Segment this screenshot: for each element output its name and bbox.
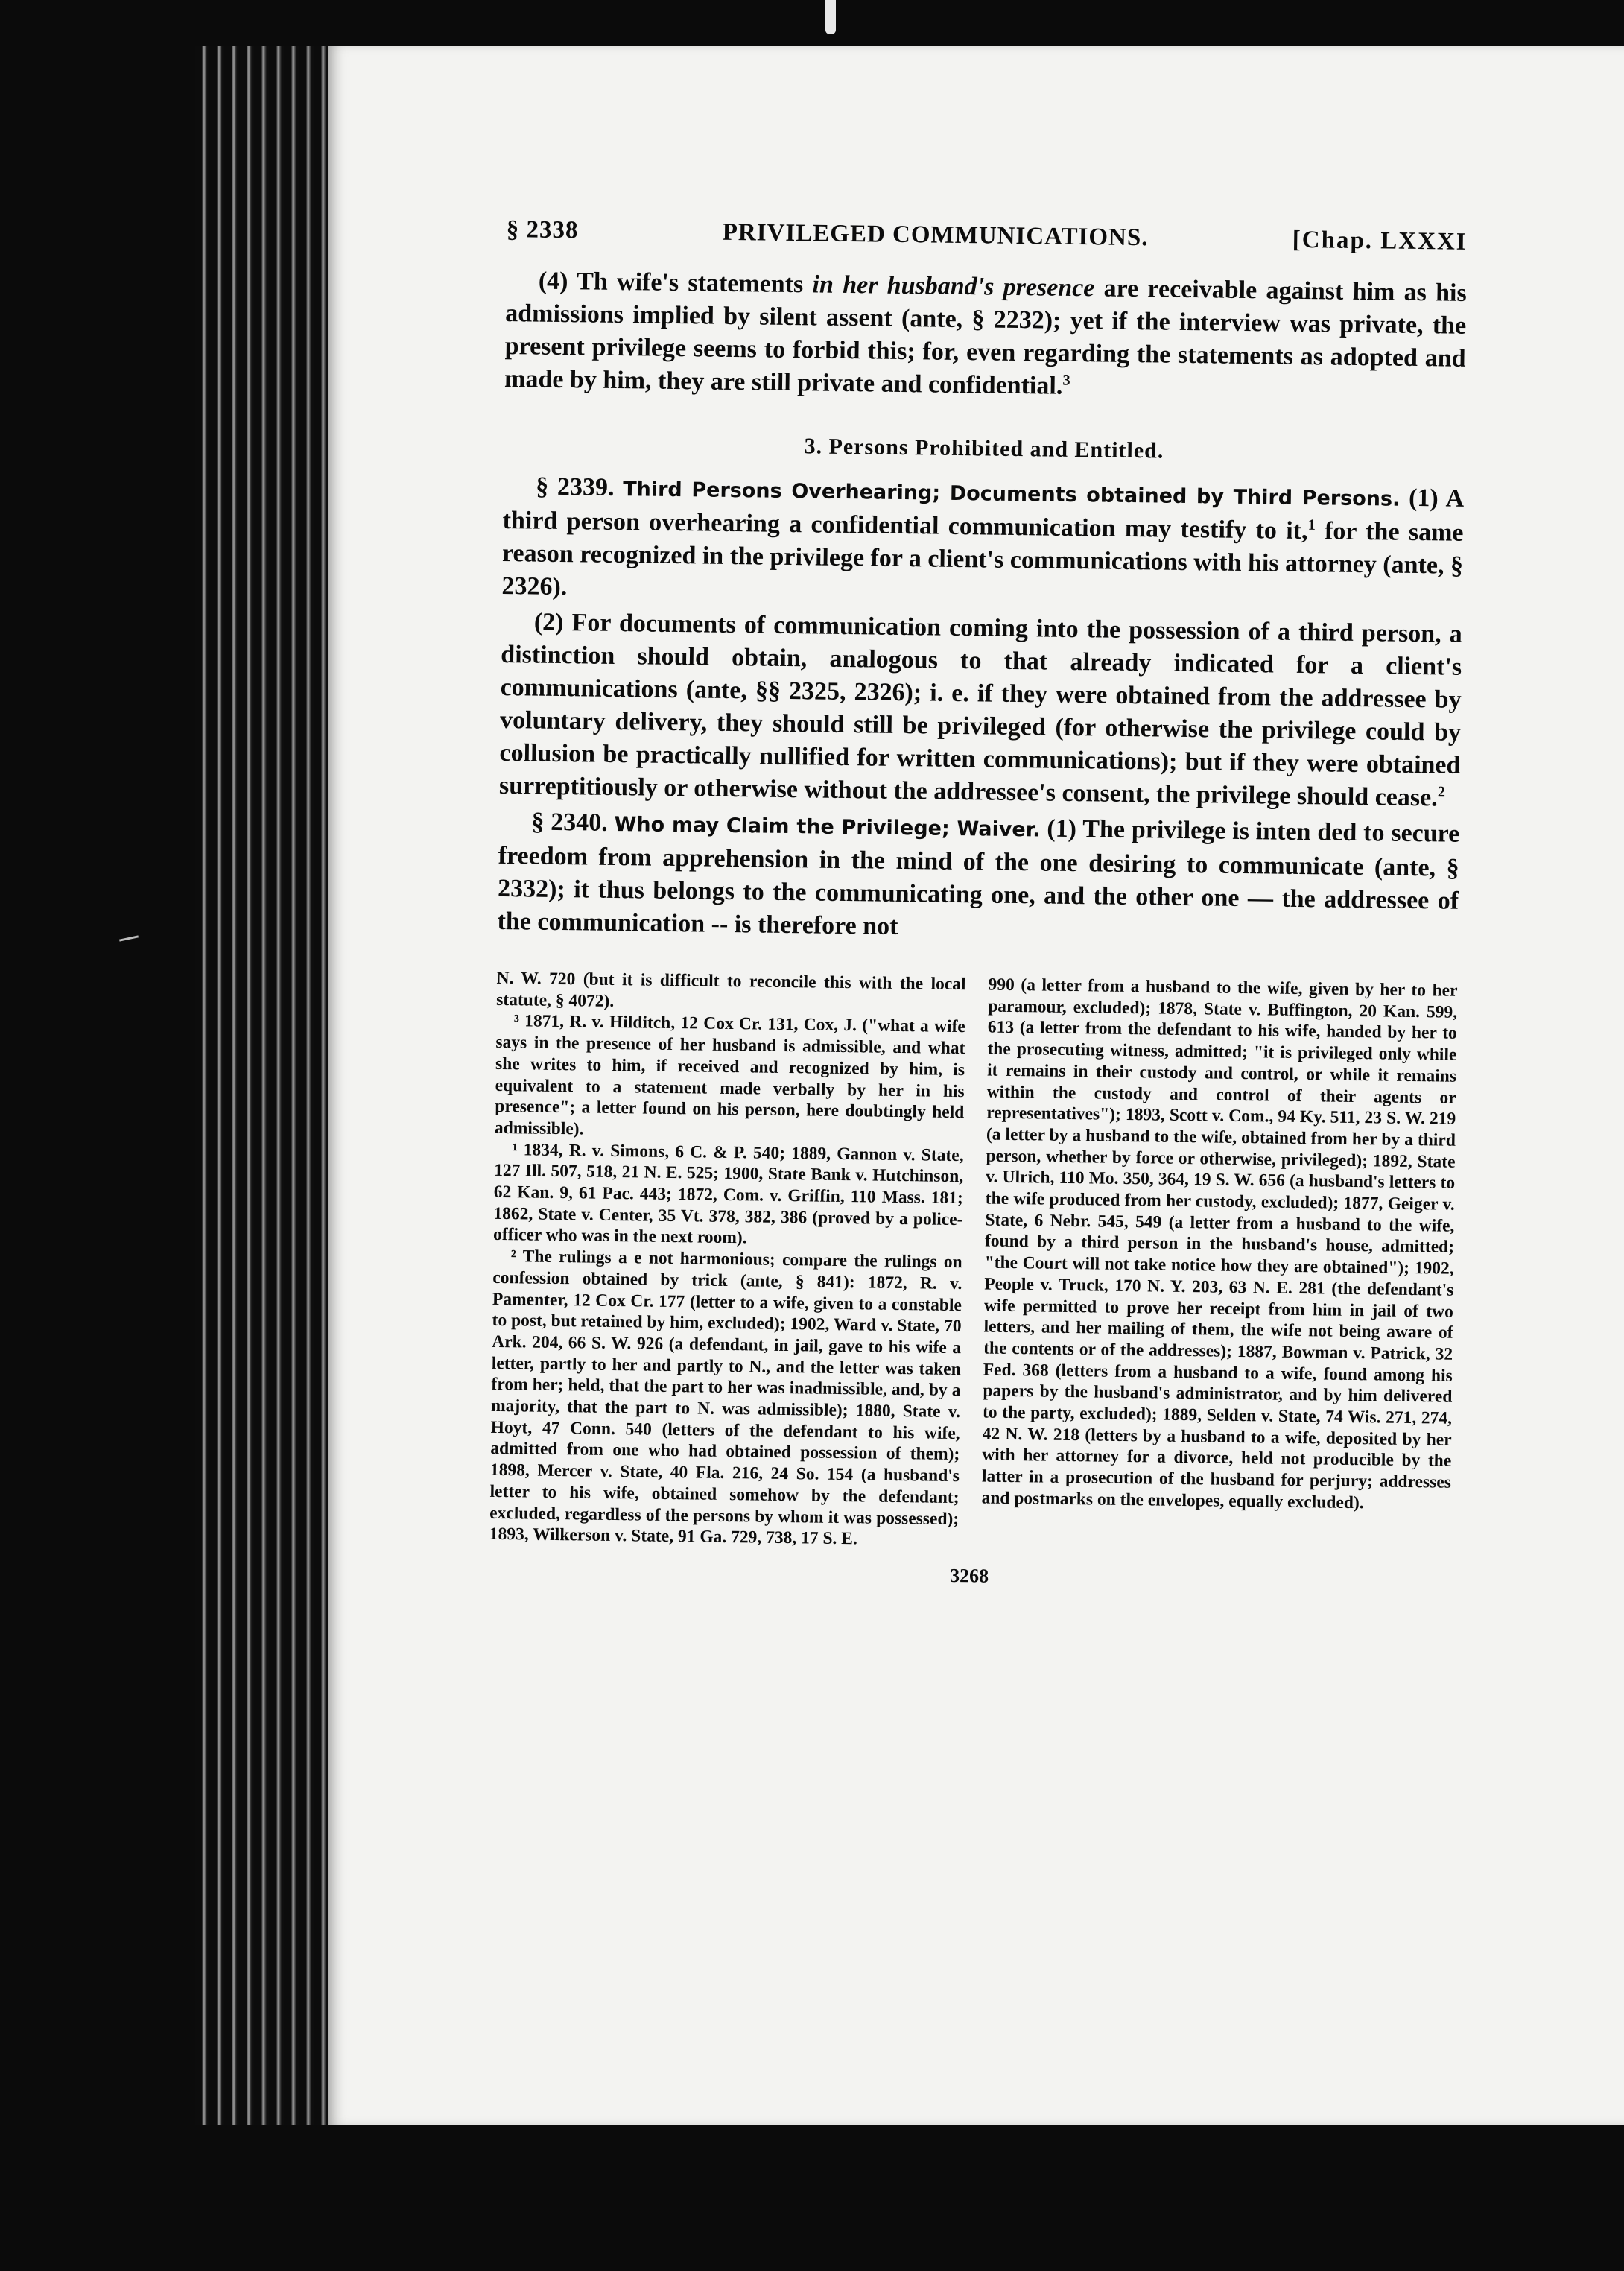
section-2339-text-2: (2) For documents of communication coming into the possession of a third person, a distinction should obtain, analogous to that already indicated for a client's communications (ante, §§ 2325, 2326); i. e. if they were obtained from the addressee by voluntary delivery, they should still be privileged (for otherwise the privilege could by collusion be practically nullified for written communications); but if they were obtained surreptitiously or otherwise without the addressee's consent, the privilege should cease. — [498, 608, 1463, 812]
header-chapter: [Chap. LXXXI — [1292, 226, 1468, 256]
page-content — [489, 216, 1468, 1594]
p4-lead: (4) Th wife's statements — [538, 267, 813, 299]
scan-speck-left — [119, 935, 139, 941]
paragraph-4 — [504, 265, 1467, 408]
scan-speck-top — [825, 0, 836, 34]
p4-italic: in her husband's presence — [812, 270, 1095, 303]
footnote-ref-3: 3 — [1062, 372, 1070, 389]
header-title: PRIVILEGED COMMUNICATIONS. — [722, 218, 1149, 252]
book-page — [328, 46, 1624, 2125]
section-2339-text-1: (1) A third person overhearing a confidential communication may testify to it, — [502, 484, 1465, 545]
footnote-1: ¹ 1834, R. v. Simons, 6 C. & P. 540; 1889, Gannon v. State, 127 Ill. 507, 518, 21 N. E. 525; 1900, State Bank v. Hutchinson, 62 Kan. 9, 61 Pac. 443; 1872, Com. v. Griffin, 110 Mass. 181; 1862, State v. Center, 35 Vt. 378, 382, 386 (proved by a police-officer who was in the next room). — [492, 1139, 964, 1248]
footnote-continuation: N. W. 720 (but it is difficult to reconcile this with the local statute, § 4072). — [496, 968, 966, 1011]
section-2339-text-1-rest: for the same reason recognized in the privilege for a client's communications with his attorney (ante, § 2326). — [501, 517, 1464, 601]
footnote-ref-1: 1 — [1307, 516, 1316, 533]
section-2339-number: § 2339. — [536, 472, 624, 502]
p4-rest: are receivable against him as his admissions implied by silent assent (ante, § 2232); yet if the interview was private, the present privilege seems to forbid this; for, even regarding the statements as adopted and made by him, they are still private and confidential. — [504, 274, 1467, 400]
section-2339-title: Third Persons Overhearing; Documents obtained by Third Persons. — [622, 478, 1401, 511]
section-2339-para-1 — [501, 470, 1464, 615]
page-number: 3268 — [949, 1564, 989, 1587]
running-head — [507, 216, 1468, 256]
footnotes — [489, 968, 1458, 1558]
section-2340-title: Who may Claim the Privilege; Waiver. — [614, 812, 1041, 842]
footnotes-right-column — [981, 975, 1458, 1558]
footnotes-left-column — [489, 968, 966, 1551]
footnote-ref-2: 2 — [1437, 784, 1446, 801]
footnote-2: ² The rulings a e not harmonious; compare the rulings on confession obtained by trick (ante, § 841): 1872, R. v. Pamenter, 12 Cox Cr. 177 (letter to a wife, given to a constable to post, but retained by him, excluded); 1902, Ward v. State, 70 Ark. 204, 66 S. W. 926 (a defendant, in jail, gave to his wife a letter, partly to her and partly to N., and the letter was taken from her; held, that the part to her was inadmissible, and, by a majority, that the part to N. was admissible); 1880, State v. Hoyt, 47 Conn. 540 (letters of the defendant to his wife, admitted from one who had obtained possession of them); 1898, Mercer v. State, 40 Fla. 216, 24 So. 154 (a husband's letter to his wife, obtained somehow by the defendant; excluded, regardless of the persons by whom it was possessed); 1893, Wilkerson v. State, 91 Ga. 729, 738, 17 S. E. — [489, 1247, 962, 1549]
footnote-3: ³ 1871, R. v. Hilditch, 12 Cox Cr. 131, Cox, J. ("what a wife says in the presence of her husband is admissible, and what she writes to him, if received and recognized by him, is equivalent to a statement made verbally by her in his presence"; a letter found on his person, here doubtingly held admissible). — [494, 1011, 965, 1139]
section-2340-para — [497, 805, 1459, 951]
subsection-heading: 3. Persons Prohibited and Entitled. — [804, 434, 1164, 463]
header-section-number: § 2338 — [506, 216, 579, 244]
section-2340-text: (1) The privilege is inten ded to secure freedom from apprehension in the mind of the one desiring to communicate (ante, § 2332); it thus belongs to the communicating one, and the other one — the addressee of the communication -- is therefore not — [497, 814, 1460, 940]
book-page-edges — [195, 46, 337, 2125]
footnote-2-continued: 990 (a letter from a husband to the wife, given by her to her paramour, excluded); 1878, State v. Buffington, 20 Kan. 599, 613 (a letter from the defendant to his wife, handed by her to the prosecuting witness, admitted; "it is privileged only while it remains in their custody and control, or while it remains within the custody and control of their agents or representatives"); 1893, Scott v. Com., 94 Ky. 511, 23 S. W. 219 (a letter by a husband to the wife, obtained from her by a third person, whether by force or otherwise, privileged); 1892, State v. Ulrich, 110 Mo. 350, 364, 19 S. W. 656 (a husband's letters to the wife produced from her custody, excluded); 1877, Geiger v. State, 6 Nebr. 545, 549 (a letter from a husband to the wife, found by a third person in the husband's house, admitted; "the Court will not take notice how they are obtained"); 1902, People v. Truck, 170 N. Y. 203, 63 N. E. 281 (the defendant's wife permitted to prove her receipt from him in jail of two letters, and her mailing of them, the wife not being aware of the contents or of the addresses); 1887, Bowman v. Patrick, 32 Fed. 368 (letters from a husband to a wife, found among his papers by the husband's administrator, and by him delivered to the party, excluded); 1889, Selden v. State, 74 Wis. 271, 274, 42 N. W. 218 (letters by a husband to a wife, deposited by her with her attorney for a divorce, held not producible by the latter in a prosecution of the husband for perjury; addresses and postmarks on the envelopes, equally excluded). — [981, 975, 1458, 1513]
section-2339-para-2 — [499, 606, 1462, 815]
section-2340-number: § 2340. — [531, 808, 615, 837]
